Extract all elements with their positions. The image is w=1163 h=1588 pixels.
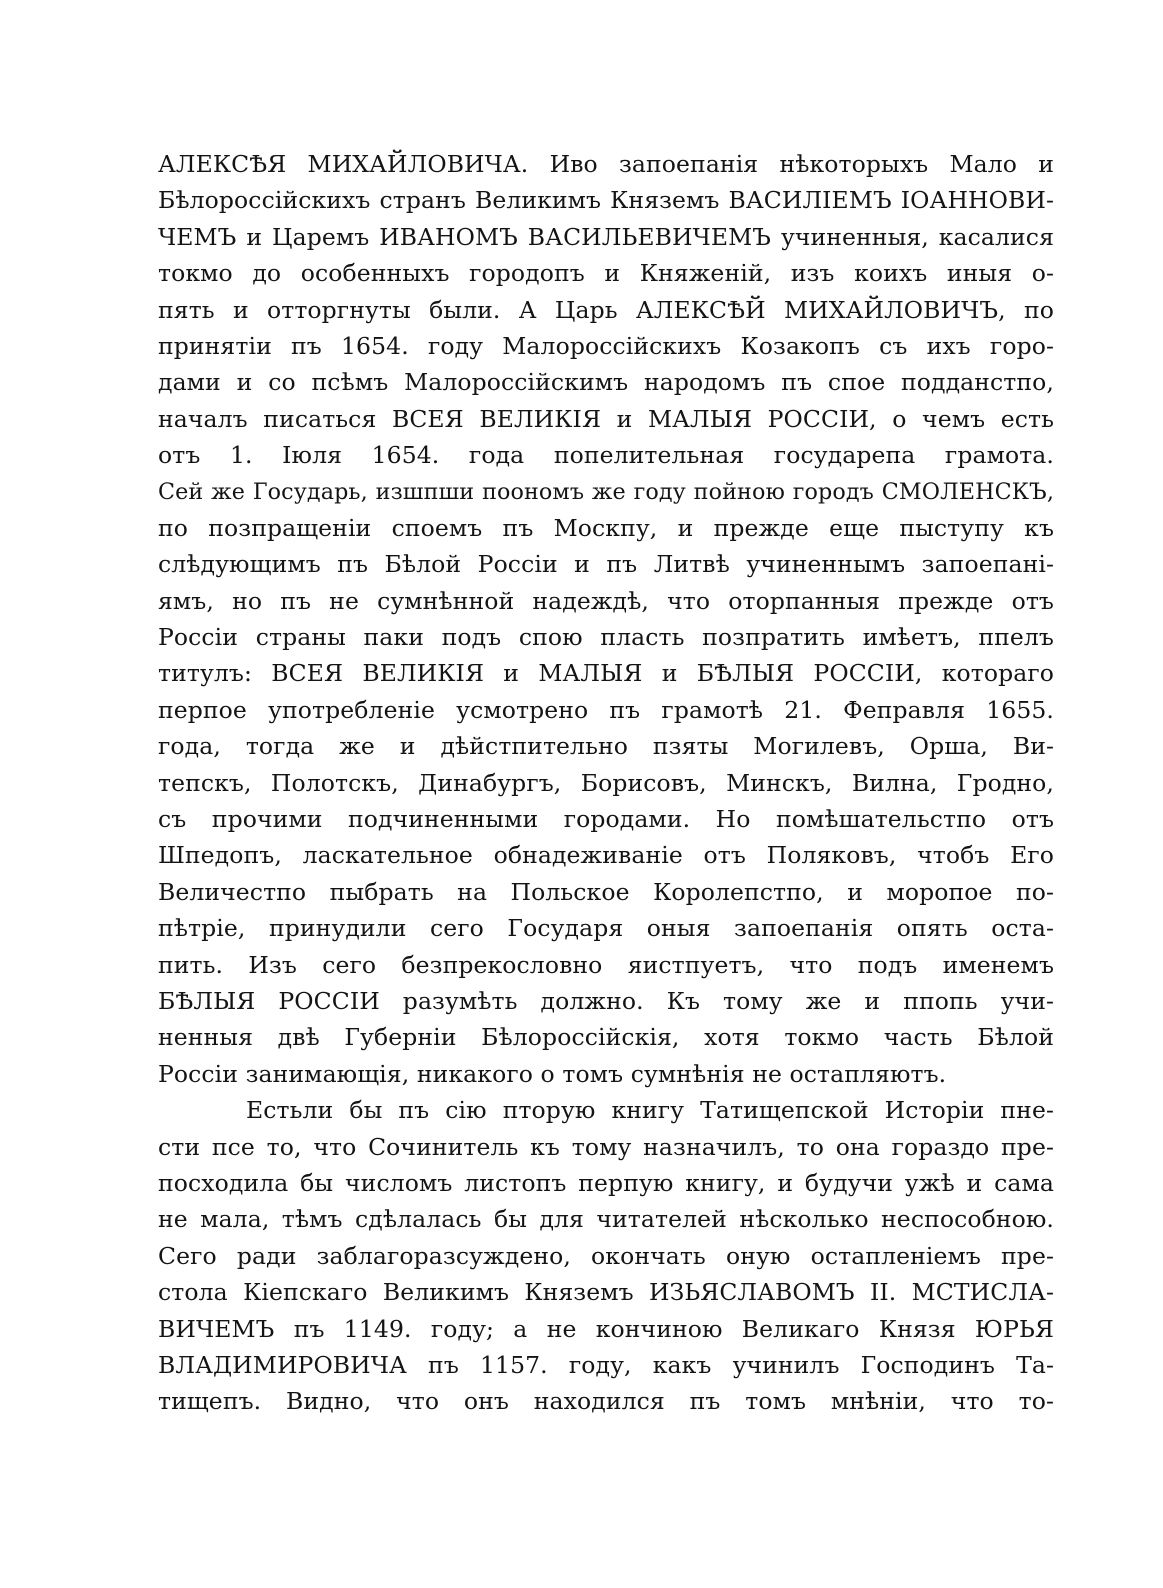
text-line: ямъ, но пъ не сумнѣнной надеждѣ, что оторпанныя прежде отъ	[158, 586, 1054, 615]
text-line: Сей же Государь, изшпши поономъ же году пойною городъ СМОЛЕНСКЪ,	[158, 478, 1054, 505]
text-line: года, тогда же и дѣйстпительно пзяты Могилевъ, Орша, Ви-	[158, 732, 1054, 761]
text-line: съ прочими подчиненными городами. Но помѣшательстпо отъ	[158, 805, 1054, 834]
text-line: сти псе то, что Сочинитель къ тому назначилъ, то она гораздо пре-	[158, 1132, 1054, 1161]
text-line: по позпращеніи споемъ пъ Москпу, и прежде еще пыступу къ	[158, 513, 1054, 542]
text-line: Россіи страны паки подъ спою пласть позпратить имѣетъ, ппелъ	[158, 623, 1054, 652]
text-line: стола Кіепскаго Великимъ Княземъ ИЗЬЯСЛАВОМЪ II. МСТИСЛА-	[158, 1278, 1054, 1307]
text-line: Величестпо пыбрать на Польское Королепстпо, и моропое по-	[158, 877, 1054, 906]
text-line: пять и отторгнуты были. А Царь АЛЕКСѢЙ МИХАЙЛОВИЧЪ, по	[158, 295, 1054, 324]
text-line: не мала, тѣмъ сдѣлалась бы для читателей нѣсколько неспособною.	[158, 1205, 1054, 1234]
text-line: токмо до особенныхъ городопъ и Княженій, изъ коихъ иныя о-	[158, 259, 1054, 288]
paragraph-start-line: Естьли бы пъ сію пторую книгу Татищепской Исторіи пне-	[246, 1096, 1054, 1125]
text-line: тепскъ, Полотскъ, Динабургъ, Борисовъ, Минскъ, Вилна, Гродно,	[158, 768, 1054, 797]
text-line: БѢЛЫЯ РОССІИ разумѣть должно. Къ тому же и ппопь учи-	[158, 986, 1054, 1015]
text-line: Россіи занимающія, никакого о томъ сумнѣнія не остапляютъ.	[158, 1059, 947, 1088]
text-line: ВЛАДИМИРОВИЧА пъ 1157. году, какъ учинилъ Господинъ Та-	[158, 1350, 1054, 1379]
text-line: дами и со псѣмъ Малороссійскимъ народомъ пъ спое подданстпо,	[158, 368, 1054, 397]
text-line: отъ 1. Іюля 1654. года попелительная государепа грамота.	[158, 441, 1054, 470]
text-line: тищепъ. Видно, что онъ находился пъ томъ мнѣніи, что то-	[158, 1387, 1054, 1416]
text-line: Сего ради заблагоразсуждено, окончать оную остапленіемъ пре-	[158, 1241, 1054, 1270]
text-line: пить. Изъ сего безпрекословно яистпуетъ, что подъ именемъ	[158, 950, 1054, 979]
text-line: пѣтріе, принудили сего Государя оныя запоепанія опять оста-	[158, 914, 1054, 943]
text-line: началъ писаться ВСЕЯ ВЕЛИКІЯ и МАЛЫЯ РОССІИ, о чемъ есть	[158, 404, 1054, 433]
text-line: титулъ: ВСЕЯ ВЕЛИКІЯ и МАЛЫЯ и БѢЛЫЯ РОССІИ, котораго	[158, 659, 1054, 688]
text-line: посходила бы числомъ листопъ перпую книгу, и будучи ужѣ и сама	[158, 1168, 1054, 1197]
text-line: слѣдующимъ пъ Бѣлой Россіи и пъ Литвѣ учиненнымъ запоепані-	[158, 550, 1054, 579]
page-text-block	[158, 146, 1054, 1420]
text-line: ВИЧЕМЪ пъ 1149. году; а не кончиною Великаго Князя ЮРЬЯ	[158, 1314, 1054, 1343]
text-line: Шпедопъ, ласкательное обнадеживаніе отъ Поляковъ, чтобъ Его	[158, 841, 1054, 870]
text-line: ненныя двѣ Губерніи Бѣлороссійскія, хотя токмо часть Бѣлой	[158, 1023, 1054, 1052]
text-line: Бѣлороссійскихъ странъ Великимъ Княземъ ВАСИЛІЕМЪ ІОАННОВИ-	[158, 186, 1054, 215]
text-line: перпое употребленіе усмотрено пъ грамотѣ 21. Феправля 1655.	[158, 695, 1054, 724]
text-line: принятіи пъ 1654. году Малороссійскихъ Козакопъ съ ихъ горо-	[158, 331, 1054, 360]
text-line: АЛЕКСѢЯ МИХАЙЛОВИЧА. Иво запоепанія нѣкоторыхъ Мало и	[158, 150, 1054, 178]
text-line: ЧЕМЪ и Царемъ ИВАНОМЪ ВАСИЛЬЕВИЧЕМЪ учиненныя, касалися	[158, 222, 1054, 251]
